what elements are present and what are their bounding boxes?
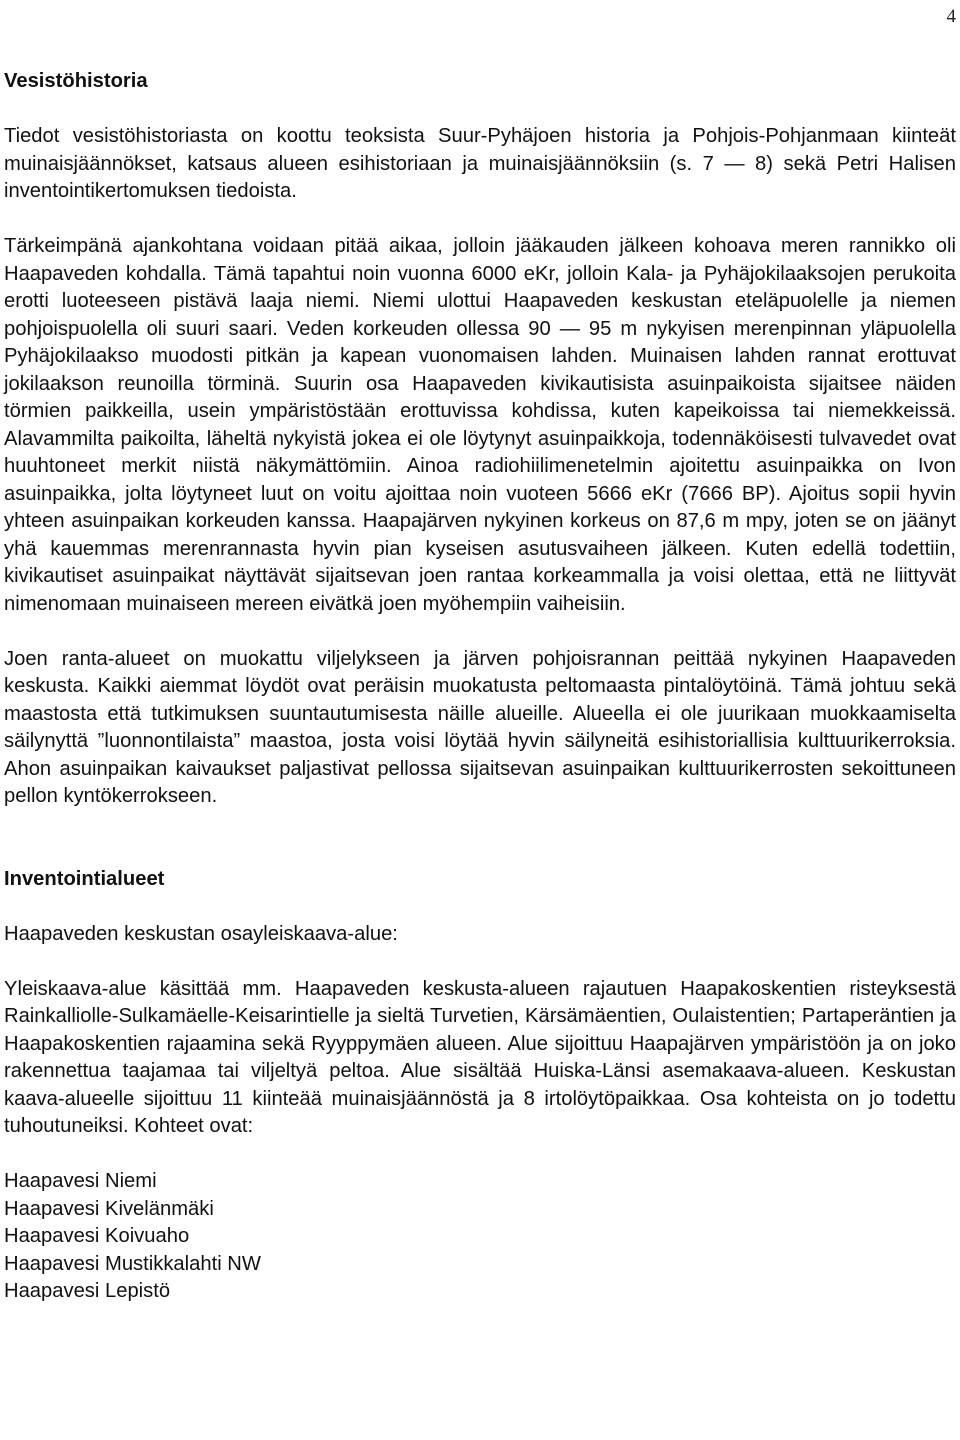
list-item: Haapavesi Lepistö (4, 1280, 171, 1302)
spacer (4, 206, 956, 234)
paragraph-shorelines: Joen ranta-alueet on muokattu viljelykseen ja järven pohjoisrannan peittää nykyinen Haapaveden keskusta. Kaikki aiemmat löydöt ovat peräisin muokatusta peltomaasta pintalöytöinä. Tämä johtuu sekä maastosta että tutkimuksen suuntautumisesta näille alueille. Alueella ei ole juurikaan muokkaamiselta säilynyttä ”luonnontilaista” maastoa, josta voisi löytää hyvin säilyneitä esihistoriallisia kulttuurikerroksia. Ahon asuinpaikan kaivaukset paljastivat pellossa sijaitsevan asuinpaikan kulttuurikerrosten sekoittuneen pellon kyntökerrokseen. (4, 647, 956, 807)
page-number: 4 (946, 6, 956, 27)
area-subtitle: Haapaveden keskustan osayleiskaava-alue: (4, 922, 398, 945)
target-list (4, 1168, 956, 1306)
list-item: Haapavesi Niemi (4, 1170, 157, 1192)
paragraph-history: Tärkeimpänä ajankohtana voidaan pitää aikaa, jolloin jääkauden jälkeen kohoava meren rannikko oli Haapaveden kohdalla. Tämä tapahtui noin vuonna 6000 eKr, jolloin Kala- ja Pyhäjokilaaksojen perukoita erotti luoteeseen pistävä laaja niemi. Niemi ulottui Haapaveden keskustan eteläpuolelle ja niemen pohjoispuolella oli suuri saari. Veden korkeuden ollessa 90 — 95 m nykyisen merenpinnan yläpuolella Pyhäjokilaakso muodosti pitkän ja kapean vuonomaisen lahden. Muinaisen lahden rannat erottuvat jokilaakson reunoilla törminä. Suurin osa Haapaveden kivikautisista asuinpaikoista sijaitsee näiden törmien paikkeilla, usein ympäristöstään erottuvissa kohdissa, kuten kapeikoissa tai niemekkeissä. Alavammilta paikoilta, läheltä nykyistä jokea ei ole löytynyt asuinpaikkoja, todennäköisesti tulvavedet ovat huuhtoneet merkit niistä näkymättömiin. Ainoa radiohiilimenetelmin ajoitettu asuinpaikka on Ivon asuinpaikka, jolta löytyneet luut on voitu ajoittaa noin vuoteen 5666 eKr (7666 BP). Ajoitus sopii hyvin yhteen asuinpaikan korkeuden kanssa. Haapajärven nykyinen korkeus on 87,6 m mpy, joten se on jäänyt yhä kauemmas merenrannasta hyvin pian kyseisen asutusvaiheen jälkeen. Kuten edellä todettiin, kivikautiset asuinpaikat näyttävät sijaitsevan joen rantaa korkeammalla ja voisi olettaa, että ne liittyvät nimenomaan muinaiseen mereen eivätkä joen myöhempiin vaiheisiin. (4, 235, 956, 615)
paragraph-sources: Tiedot vesistöhistoriasta on koottu teoksista Suur-Pyhäjoen historia ja Pohjois-Pohjanmaan kiinteät muinaisjäännökset, katsaus alueen esihistoriaan ja muinaisjäännöksiin (s. 7 — 8) sekä Petri Halisen inventointikertomuksen tiedoista. (4, 125, 956, 202)
spacer (4, 1141, 956, 1169)
document-body (4, 68, 956, 1306)
list-item: Haapavesi Koivuaho (4, 1225, 190, 1247)
section-title-inventointialueet: Inventointialueet (4, 867, 165, 890)
spacer (4, 893, 956, 921)
paragraph-area-description: Yleiskaava-alue käsittää mm. Haapaveden keskusta-alueen rajautuen Haapakoskentien risteyksestä Rainkalliolle-Sulkamäelle-Keisarintielle ja sieltä Turvetien, Kärsämäentien, Oulaistentien; Partaperäntien ja Haapakoskentien rajaamina sekä Ryyppymäen alueen. Alue sijoittuu Haapajärven ympäristöön ja on joko rakennettua taajamaa tai viljeltyä peltoa. Alue sisältää Huiska-Länsi asemakaava-alueen. Keskustan kaava-alueelle sijoittuu 11 kiinteää muinaisjäännöstä ja 8 irtolöytöpaikkaa. Osa kohteista on jo todettu tuhoutuneiksi. Kohteet ovat: (4, 977, 956, 1137)
spacer (4, 811, 956, 866)
spacer (4, 948, 956, 976)
list-item: Haapavesi Kivelänmäki (4, 1197, 214, 1220)
list-item: Haapavesi Mustikkalahti NW (4, 1252, 261, 1275)
spacer (4, 96, 956, 124)
section-title-vesistohistoria: Vesistöhistoria (4, 70, 148, 92)
spacer (4, 618, 956, 646)
